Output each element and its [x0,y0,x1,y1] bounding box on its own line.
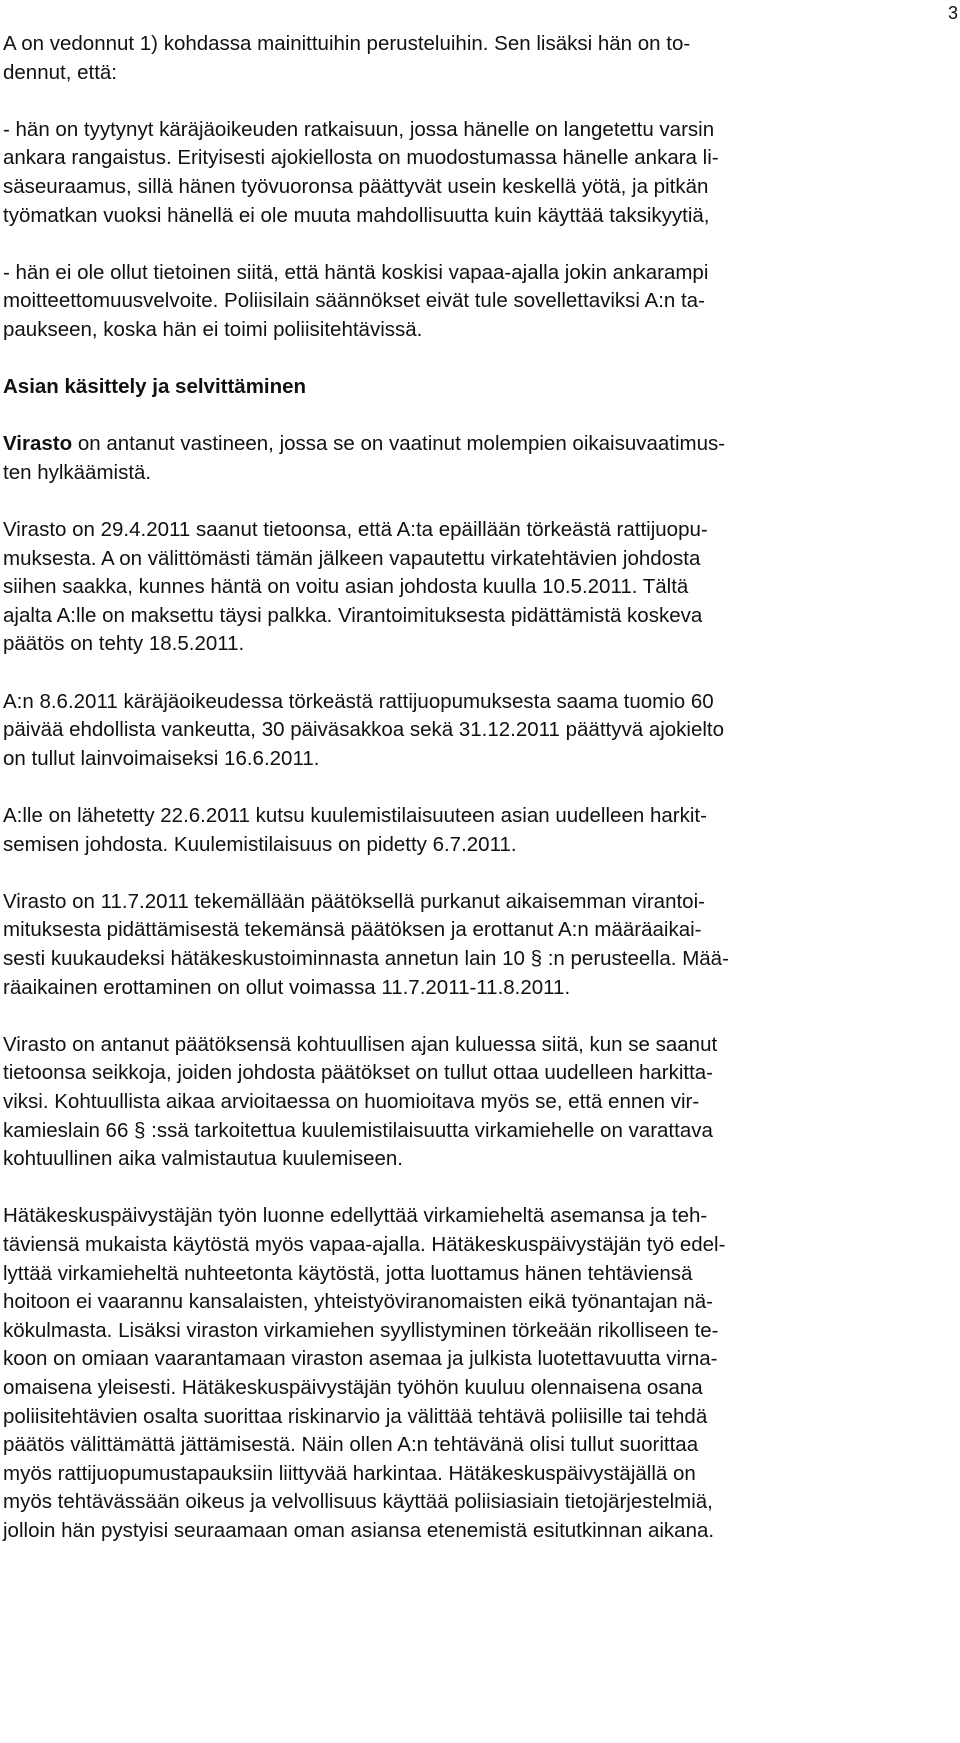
text-line: lyttää virkamieheltä nuhteetonta käytöstä, jotta luottamus hänen tehtäviensä [3,1261,693,1285]
text-line: - hän ei ole ollut tietoinen siitä, että häntä koskisi vapaa-ajalla jokin ankarampi [3,260,709,284]
text-line: A on vedonnut 1) kohdassa mainittuihin perusteluihin. Sen lisäksi hän on to- [3,32,691,55]
text-line: päätös välittämättä jättämisestä. Näin ollen A:n tehtävänä olisi tullut suorittaa [3,1433,699,1457]
text-line: täviensä mukaista käytöstä myös vapaa-ajalla. Hätäkeskuspäivystäjän työ edel- [3,1232,726,1256]
text-line: semisen johdosta. Kuulemistilaisuus on pidetty 6.7.2011. [3,832,517,856]
text-line: säseuraamus, sillä hänen työvuoronsa päättyvät usein keskellä yötä, ja pitkän [3,174,709,198]
page-number: 3 [947,3,958,23]
text-line [3,430,893,459]
text-line: koon on omiaan vaarantamaan viraston asemaa ja julkista luotettavuutta virna- [3,1347,718,1371]
paragraph-reasonable-time [3,1031,893,1174]
paragraph-appeal-point-1 [3,116,893,230]
paragraph-duty-conduct [3,1202,893,1545]
text-line: Hätäkeskuspäivystäjän työn luonne edellyttää virkamieheltä asemansa ja teh- [3,1204,708,1228]
text-line: kohtuullinen aika valmistautua kuulemiseen. [3,1147,403,1171]
text-line: kökulmasta. Lisäksi viraston virkamiehen syyllistyminen törkeään rikolliseen te- [3,1318,719,1342]
text-line: ankara rangaistus. Erityisesti ajokiellosta on muodostumassa hänelle ankara li- [3,146,719,170]
text-line: Virasto on 11.7.2011 tekemällään päätöksellä purkanut aikaisemman virantoi- [3,889,705,913]
text-line: A:n 8.6.2011 käräjäoikeudessa törkeästä rattijuopumuksesta saama tuomio 60 [3,689,714,713]
text-line: paukseen, koska hän ei toimi poliisitehtävissä. [3,317,423,341]
paragraph-court-judgment [3,688,893,774]
text-line: räaikainen erottaminen on ollut voimassa 11.7.2011-11.8.2011. [3,975,571,999]
text-line: omaisena yleisesti. Hätäkeskuspäivystäjän työhön kuuluu olennaisena osana [3,1375,703,1399]
text-line: muksesta. A on välittömästi tämän jälkeen vapautettu virkatehtävien johdosta [3,546,701,570]
text-line: mituksesta pidättämisestä tekemänsä päätöksen ja erottanut A:n määräaikai- [3,918,702,942]
bold-lead-agency: Virasto [3,432,73,456]
text-line: ajalta A:lle on maksettu täysi palkka. Virantoimituksesta pidättämistä koskeva [3,603,703,627]
paragraph-dismissal-decision [3,888,893,1002]
text-line: Virasto on antanut päätöksensä kohtuullisen ajan kuluessa siitä, kun se saanut [3,1032,718,1056]
section-heading: Asian käsittely ja selvittäminen [3,375,307,399]
paragraph-appeal-intro [3,30,893,87]
paragraph-agency-response [3,430,893,487]
text-line: on tullut lainvoimaiseksi 16.6.2011. [3,746,320,770]
text-line: A:lle on lähetetty 22.6.2011 kutsu kuulemistilaisuuteen asian uudelleen harkit- [3,804,707,828]
text-line: päätös on tehty 18.5.2011. [3,632,245,656]
text-line: dennut, että: [3,60,117,84]
text-line: - hän on tyytynyt käräjäoikeuden ratkaisuun, jossa hänelle on langetettu varsin [3,117,715,141]
paragraph-hearing-invitation [3,802,893,859]
text-line: siihen saakka, kunnes häntä on voitu asian johdosta kuulla 10.5.2011. Tältä [3,575,689,599]
text-line: tietoonsa seikkoja, joiden johdosta päätökset on tullut ottaa uudelleen harkitta- [3,1061,714,1085]
section-heading-wrapper [3,373,893,402]
text-line: kamieslain 66 § :ssä tarkoitettua kuulemistilaisuutta virkamiehelle on varattava [3,1118,713,1142]
document-body [3,30,893,1545]
text-line: viksi. Kohtuullista aikaa arvioitaessa on huomioitava myös se, että ennen vir- [3,1089,700,1113]
text-line: sesti kuukaudeksi hätäkeskustoiminnasta annetun lain 10 § :n perusteella. Mää- [3,947,729,970]
text-line: ten hylkäämistä. [3,460,152,484]
text-line: myös tehtävässään oikeus ja velvollisuus käyttää poliisiasiain tietojärjestelmiä, [3,1490,713,1514]
text-line: poliisitehtävien osalta suorittaa riskinarvio ja välittää tehtävä poliisille tai tehdä [3,1404,708,1428]
text-line: hoitoon ei vaarannu kansalaisten, yhteistyöviranomaisten eikä työnantajan nä- [3,1290,713,1314]
text-line: moitteettomuusvelvoite. Poliisilain säännökset eivät tule sovellettaviksi A:n ta- [3,289,705,313]
paragraph-suspension-timeline [3,516,893,659]
text-line: jolloin hän pystyisi seuraamaan oman asiansa etenemistä esitutkinnan aikana. [3,1518,715,1542]
text-line: työmatkan vuoksi hänellä ei ole muuta mahdollisuutta kuin käyttää taksikyytiä, [3,203,710,227]
paragraph-appeal-point-2 [3,259,893,345]
text-fragment: on antanut vastineen, jossa se on vaatinut molempien oikaisuvaatimus- [72,432,726,456]
text-line: päivää ehdollista vankeutta, 30 päiväsakkoa sekä 31.12.2011 päättyvä ajokielto [3,718,725,742]
text-line: myös rattijuopumustapauksiin liittyvää harkintaa. Hätäkeskuspäivystäjällä on [3,1461,696,1485]
text-line: Virasto on 29.4.2011 saanut tietoonsa, että A:ta epäillään törkeästä rattijuopu- [3,518,708,542]
